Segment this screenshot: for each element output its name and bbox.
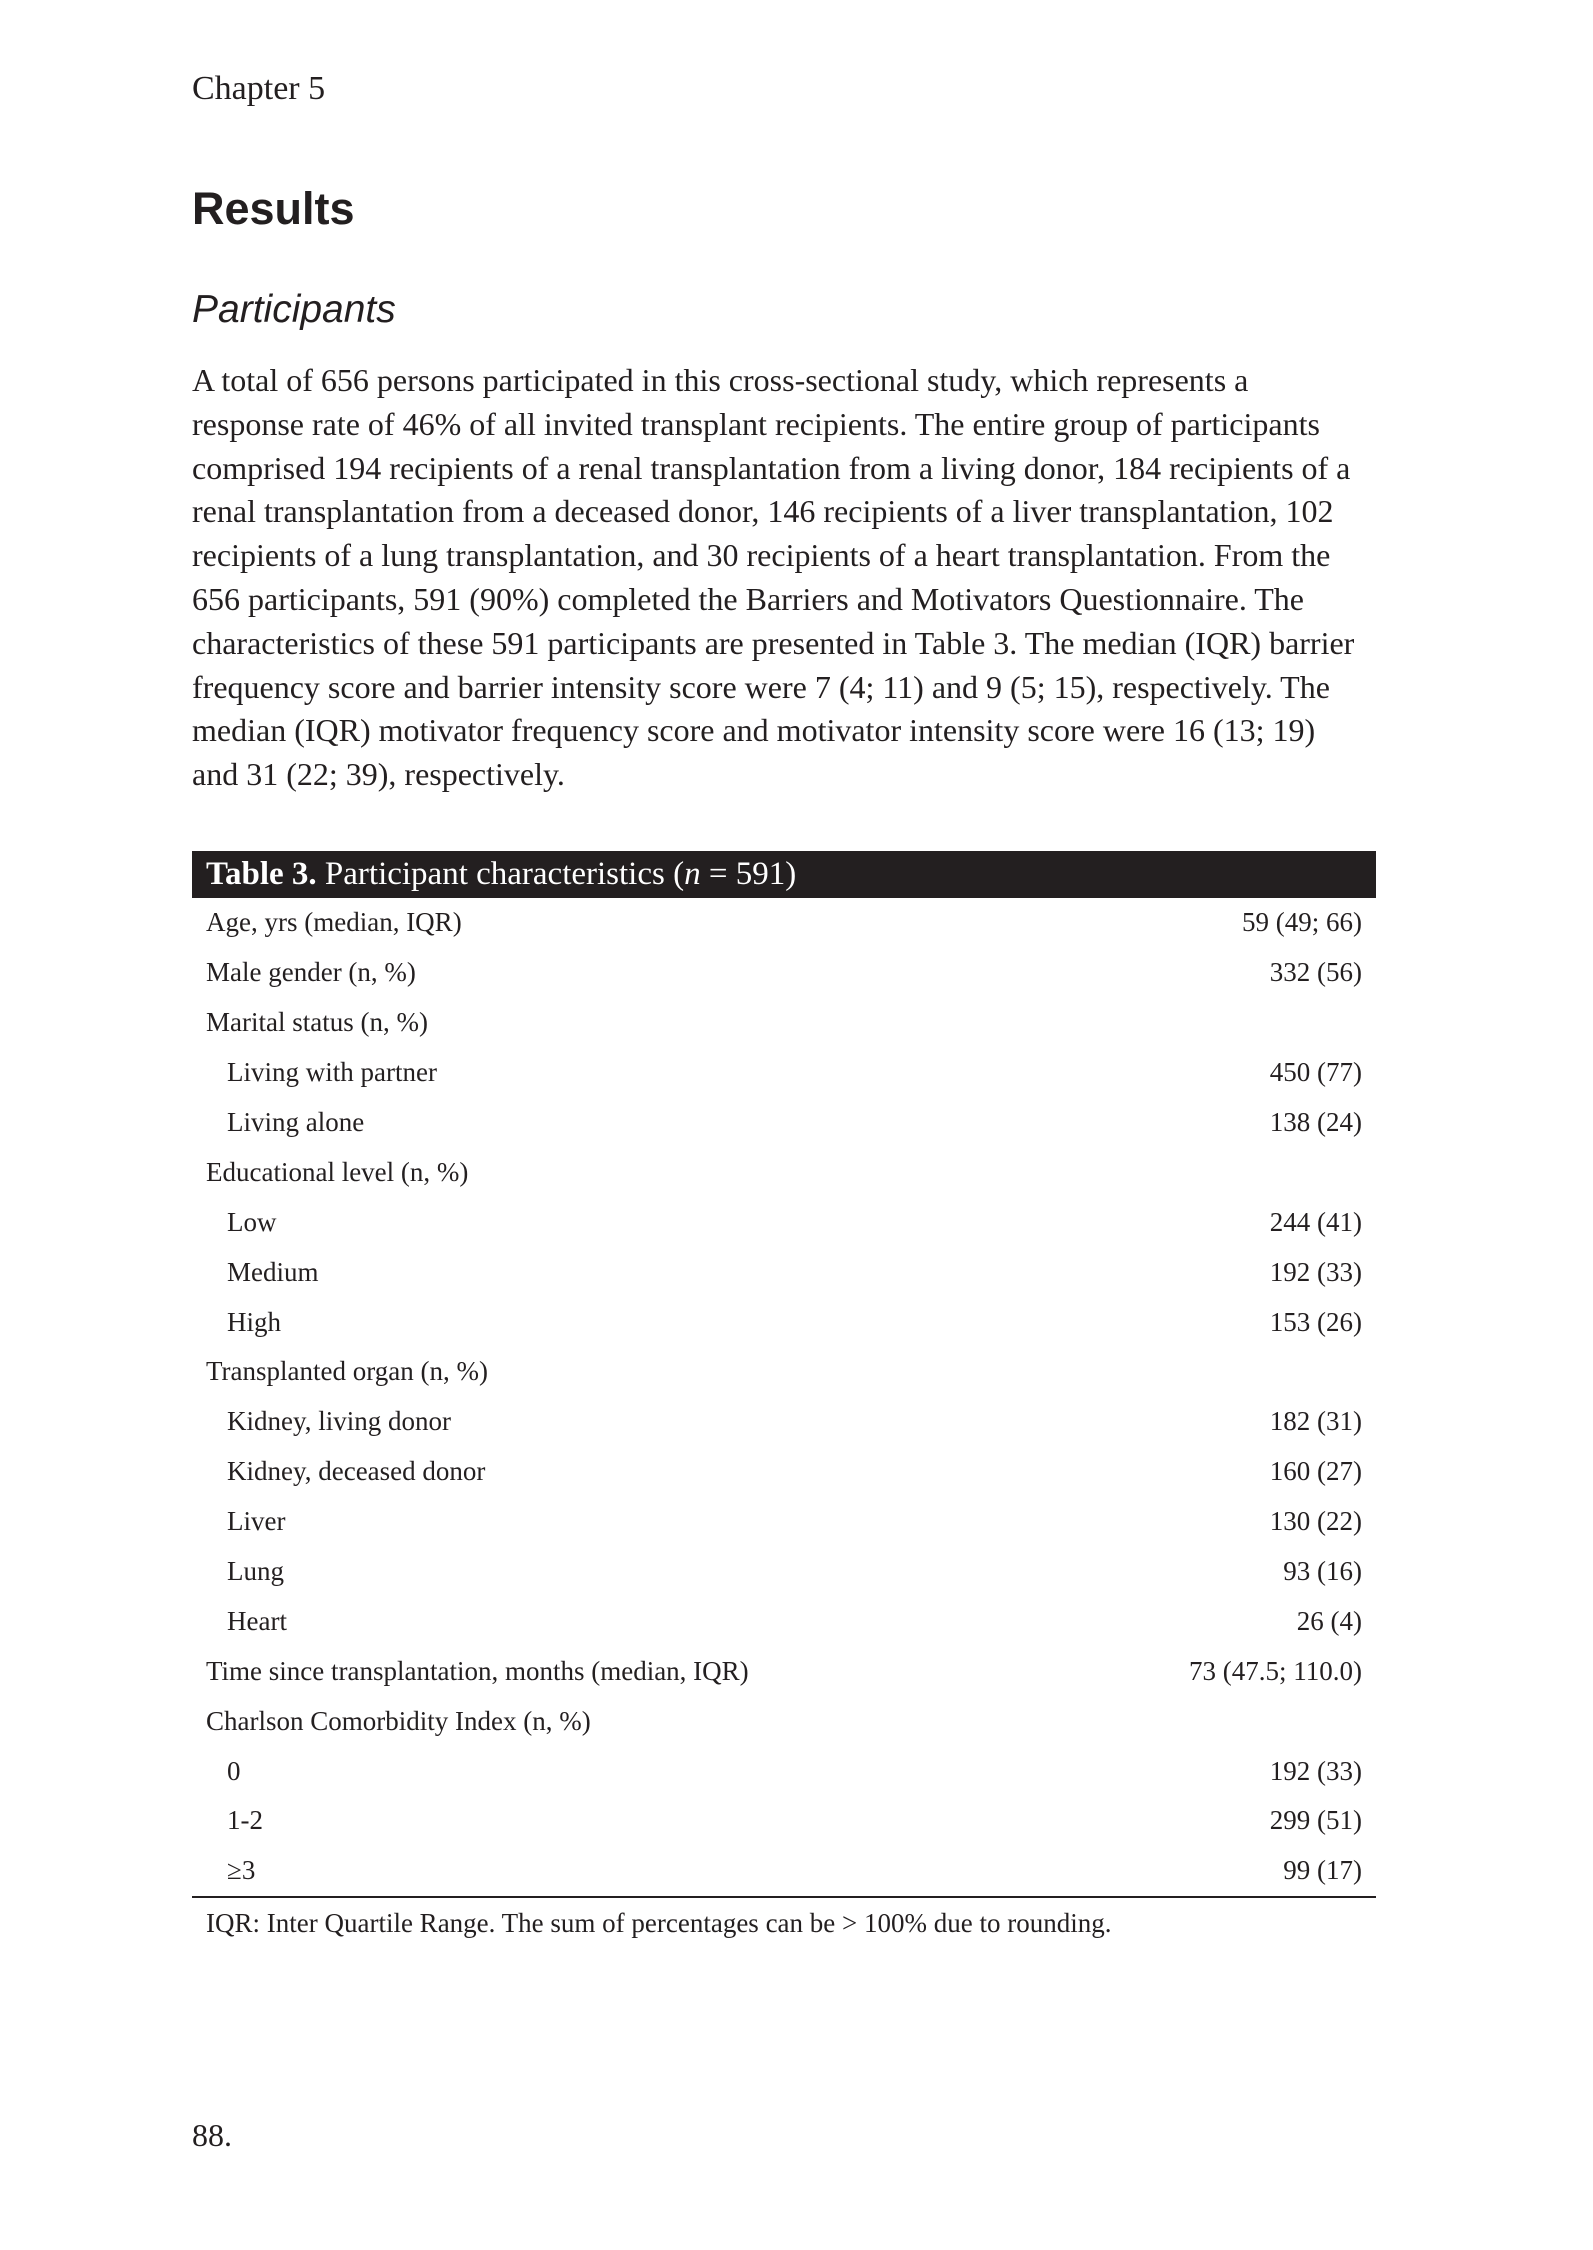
- table-caption-n: n: [684, 856, 701, 892]
- row-value: 299 (51): [1269, 1805, 1362, 1836]
- table-row: [192, 1247, 1376, 1297]
- paragraph-line: comprised 194 recipients of a renal transplantation from a living donor, 184 recipients of a: [192, 449, 1351, 486]
- paragraph-line: response rate of 46% of all invited transplant recipients. The entire group of participants: [192, 405, 1320, 442]
- row-label: Living alone: [227, 1107, 365, 1137]
- row-label: Transplanted organ (n, %): [206, 1356, 488, 1387]
- subsection-title: Participants: [192, 288, 396, 331]
- table-row: [192, 1147, 1376, 1197]
- table-row: [192, 1596, 1376, 1646]
- row-value: 182 (31): [1269, 1406, 1362, 1437]
- row-value: 450 (77): [1269, 1057, 1362, 1088]
- row-label: Kidney, deceased donor: [227, 1456, 486, 1487]
- row-value: 332 (56): [1269, 957, 1362, 988]
- table-row: [192, 1048, 1376, 1098]
- table-row: [192, 1197, 1376, 1247]
- table-row: [192, 1696, 1376, 1746]
- row-label: 0: [227, 1755, 241, 1786]
- row-value: 130 (22): [1269, 1506, 1362, 1537]
- paragraph-line: median (IQR) motivator frequency score and motivator intensity score were 16 (13; 19): [192, 712, 1316, 749]
- table-body: [192, 898, 1376, 1898]
- page-number: 88.: [192, 2117, 232, 2153]
- row-label: 1-2: [227, 1805, 263, 1836]
- table-row: [192, 998, 1376, 1048]
- paragraph-line: and 31 (22; 39), respectively.: [192, 756, 565, 793]
- table-footnote: IQR: Inter Quartile Range. The sum of percentages can be > 100% due to rounding.: [206, 1907, 1112, 1938]
- table-row: [192, 1297, 1376, 1347]
- paragraph-line: recipients of a lung transplantation, and 30 recipients of a heart transplantation. From the: [192, 537, 1331, 574]
- row-label: Educational level (n, %): [206, 1156, 469, 1187]
- row-value: 244 (41): [1269, 1206, 1362, 1237]
- paragraph-line: renal transplantation from a deceased donor, 146 recipients of a liver transplantation, 102: [192, 493, 1334, 530]
- row-value: 93 (16): [1283, 1556, 1362, 1587]
- table-row: [192, 1347, 1376, 1397]
- row-value: 73 (47.5; 110.0): [1189, 1655, 1362, 1686]
- paragraph-line: 656 participants, 591 (90%) completed the Barriers and Motivators Questionnaire. The: [192, 580, 1304, 617]
- row-value: 153 (26): [1269, 1306, 1362, 1337]
- paragraph-line: frequency score and barrier intensity score were 7 (4; 11) and 9 (5; 15), respectively. The: [192, 668, 1330, 705]
- row-label: Liver: [227, 1506, 286, 1537]
- table-caption-label: Table 3.: [206, 856, 317, 892]
- row-label: Medium: [227, 1256, 319, 1287]
- participant-table: [192, 851, 1376, 1939]
- table-caption-value: = 591): [700, 856, 797, 892]
- row-value: 192 (33): [1269, 1256, 1362, 1287]
- table-row: [192, 1447, 1376, 1497]
- row-label: Low: [227, 1206, 277, 1237]
- table-row: [192, 1397, 1376, 1447]
- row-value: 192 (33): [1269, 1755, 1362, 1786]
- table-row: [192, 1846, 1376, 1896]
- table-row: [192, 1646, 1376, 1696]
- row-label: ≥3: [227, 1855, 256, 1886]
- table-row: [192, 1746, 1376, 1796]
- row-label: Male gender (n, %): [206, 957, 416, 988]
- row-label: Marital status (n, %): [206, 1007, 428, 1038]
- table-row: [192, 1098, 1376, 1148]
- table-row: [192, 1497, 1376, 1547]
- results-paragraph: [192, 359, 1382, 797]
- table-row: [192, 1547, 1376, 1597]
- table-row: [192, 898, 1376, 948]
- row-label: Kidney, living donor: [227, 1406, 451, 1437]
- table-row: [192, 1796, 1376, 1846]
- section-title: Results: [192, 183, 355, 234]
- table-caption: [192, 851, 1376, 898]
- row-label: Living with partner: [227, 1057, 437, 1088]
- row-value: 138 (24): [1269, 1107, 1362, 1137]
- paragraph-line: A total of 656 persons participated in this cross-sectional study, which represents a: [192, 362, 1249, 398]
- table-caption-text: Participant characteristics (: [324, 856, 685, 892]
- table-row: [192, 948, 1376, 998]
- row-label: Age, yrs (median, IQR): [206, 907, 462, 938]
- row-label: Charlson Comorbidity Index (n, %): [206, 1705, 591, 1736]
- paragraph-line: characteristics of these 591 participants are presented in Table 3. The median (IQR) barrier: [192, 624, 1355, 661]
- row-value: 160 (27): [1269, 1456, 1362, 1487]
- row-label: Heart: [227, 1605, 287, 1636]
- row-label: High: [227, 1306, 281, 1337]
- row-value: 99 (17): [1283, 1855, 1362, 1886]
- row-value: 59 (49; 66): [1242, 907, 1362, 938]
- running-head: Chapter 5: [192, 70, 326, 107]
- row-label: Lung: [227, 1556, 284, 1587]
- row-label: Time since transplantation, months (median, IQR): [206, 1655, 749, 1686]
- row-value: 26 (4): [1296, 1605, 1362, 1636]
